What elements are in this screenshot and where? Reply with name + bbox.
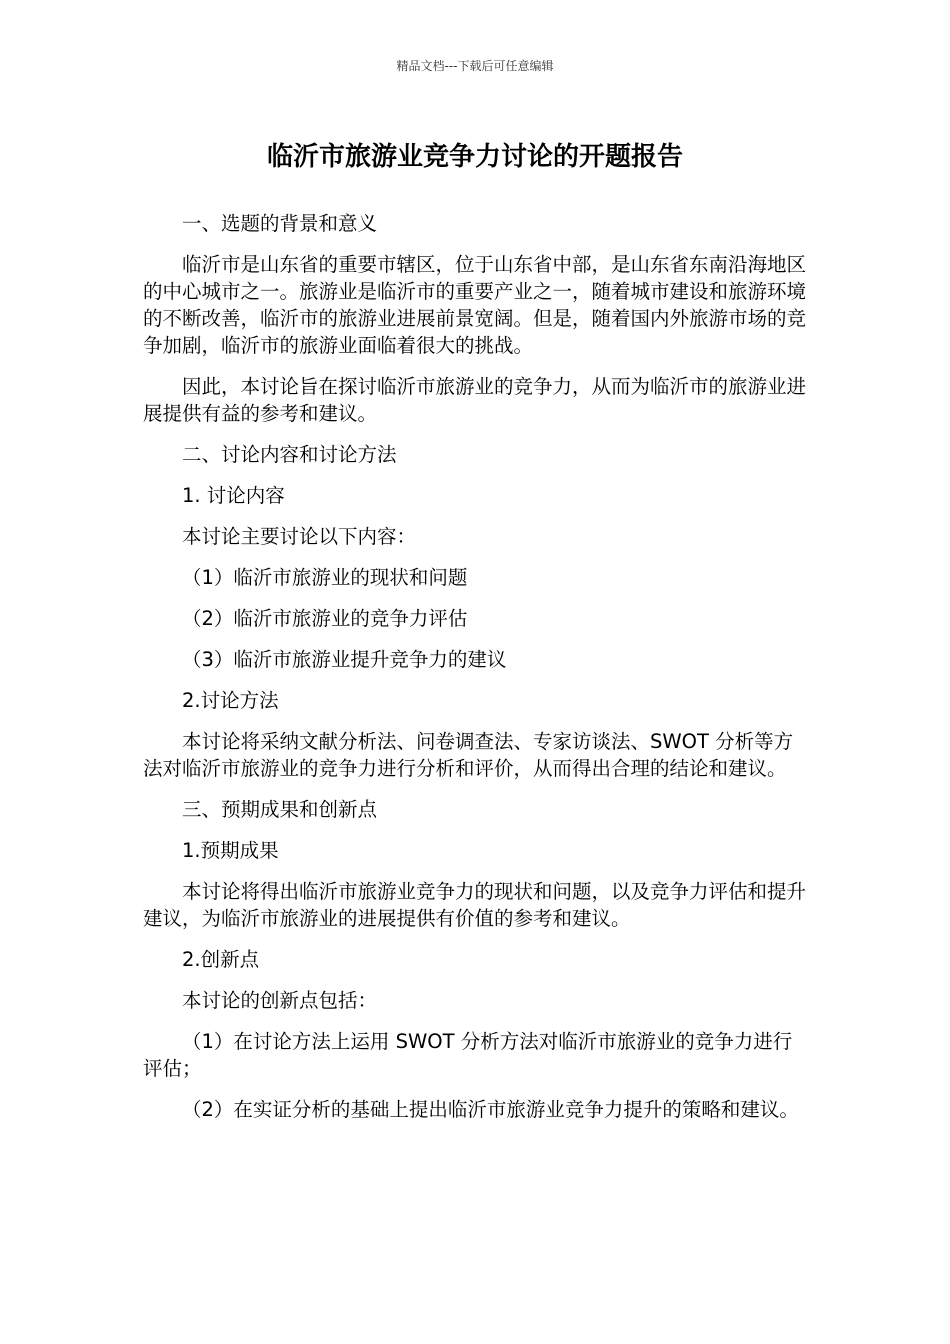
paragraph-purpose: 因此，本讨论旨在探讨临沂市旅游业的竞争力，从而为临沂市的旅游业进展提供有益的参考和建议。	[143, 375, 807, 425]
list-item: （2）在实证分析的基础上提出临沂市旅游业竞争力提升的策略和建议。	[182, 1098, 799, 1121]
paragraph-expected-results: 本讨论将得出临沂市旅游业竞争力的现状和问题，以及竞争力评估和提升建议，为临沂市旅游业的进展提供有价值的参考和建议。	[143, 880, 807, 930]
paragraph-background: 临沂市是山东省的重要市辖区，位于山东省中部，是山东省东南沿海地区的中心城市之一。旅游业是临沂市的重要产业之一，随着城市建设和旅游环境的不断改善，临沂市的旅游业进展前景宽阔。但是，随着国内外旅游市场的竞争加剧，临沂市的旅游业面临着很大的挑战。	[143, 253, 807, 357]
subheading-expected-results: 1.预期成果	[182, 839, 279, 862]
page-header: 精品文档---下载后可任意编辑	[396, 59, 554, 73]
paragraph-method: 本讨论将采纳文献分析法、问卷调查法、专家访谈法、SWOT 分析等方法对临沂市旅游业的竞争力进行分析和评价，从而得出合理的结论和建议。	[143, 730, 794, 780]
section-heading-background: 一、选题的背景和意义	[182, 212, 378, 235]
list-item: （2）临沂市旅游业的竞争力评估	[182, 607, 468, 630]
list-item: （1）在讨论方法上运用 SWOT 分析方法对临沂市旅游业的竞争力进行评估；	[143, 1030, 793, 1080]
section-heading-content-method: 二、讨论内容和讨论方法	[182, 443, 397, 466]
paragraph-content-intro: 本讨论主要讨论以下内容：	[182, 525, 417, 548]
document-body	[143, 210, 807, 1137]
paragraph-innovation-intro: 本讨论的创新点包括：	[182, 989, 378, 1012]
document-title: 临沂市旅游业竞争力讨论的开题报告	[266, 142, 683, 172]
subheading-content: 1. 讨论内容	[182, 484, 285, 507]
subheading-method: 2.讨论方法	[182, 689, 279, 712]
section-heading-results: 三、预期成果和创新点	[182, 798, 378, 821]
subheading-innovation: 2.创新点	[182, 948, 260, 971]
list-item: （1）临沂市旅游业的现状和问题	[182, 566, 468, 589]
list-item: （3）临沂市旅游业提升竞争力的建议	[182, 648, 507, 671]
